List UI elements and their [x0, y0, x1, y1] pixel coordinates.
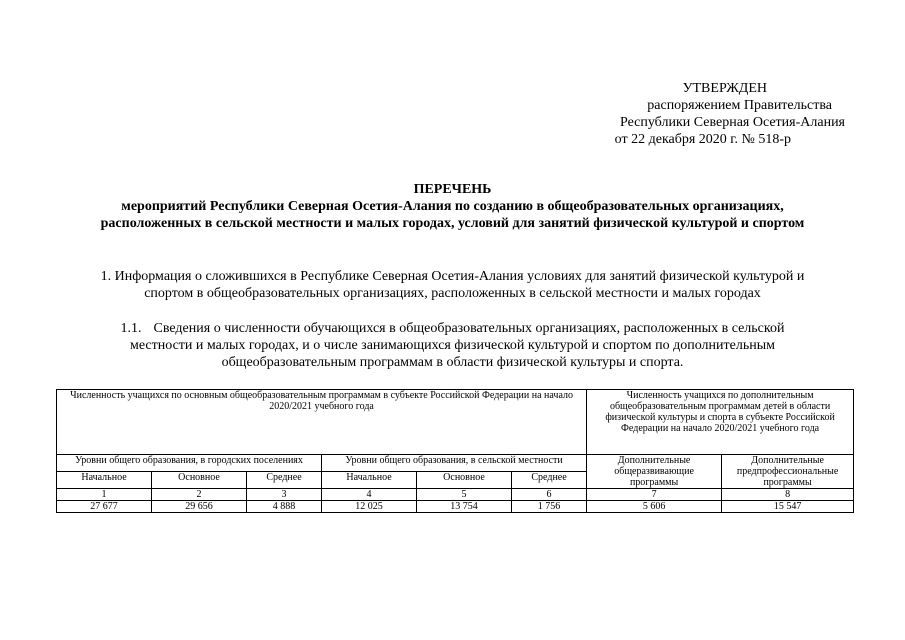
level-header: Основное [152, 472, 247, 489]
approval-date: от 22 декабря 2020 г. № 518-р [614, 132, 791, 147]
document-heading [40, 181, 865, 232]
approval-block [545, 80, 845, 148]
approval-decree: распоряжением Правительства [647, 98, 832, 113]
table-row-values [57, 501, 854, 513]
document-subtitle-line1: мероприятий Республики Северная Осетия-Алания по созданию в общеобразовательных организациях, [121, 199, 784, 214]
column-number: 7 [587, 489, 722, 501]
approval-republic: Республики Северная Осетия-Алания [620, 115, 845, 130]
section-1-1-line3: общеобразовательным программам в области физической культуры и спорта. [221, 355, 684, 370]
table-cell: 29 656 [152, 501, 247, 513]
section-1-1-line2: местности и малых городах, и о числе занимающихся физической культурой и спортом по дополнительным [130, 338, 775, 353]
table-cell: 15 547 [722, 501, 854, 513]
section-1-1 [75, 320, 830, 371]
table-cell: 27 677 [57, 501, 152, 513]
column-number: 1 [57, 489, 152, 501]
level-header: Начальное [57, 472, 152, 489]
document-subtitle-line2: расположенных в сельской местности и малых городах, условий для занятий физической культурой и спортом [100, 216, 805, 231]
section-1 [55, 268, 850, 302]
table-cell: 13 754 [417, 501, 512, 513]
header-main-programs: Численность учащихся по основным общеобразовательным программам в субъекте Российской Федерации на начало 2020/2021 учебного года [57, 390, 587, 455]
column-number: 2 [152, 489, 247, 501]
section-1-line2: спортом в общеобразовательных организациях, расположенных в сельской местности и малых городах [144, 286, 761, 301]
level-header: Среднее [512, 472, 587, 489]
column-number: 3 [247, 489, 322, 501]
section-1-line1: 1. Информация о сложившихся в Республике Северная Осетия-Алания условиях для занятий физической культурой и [100, 269, 805, 284]
section-1-1-text: Сведения о численности обучающихся в общеобразовательных организациях, расположенных в сельской [153, 321, 785, 336]
document-title: ПЕРЕЧЕНЬ [413, 182, 492, 197]
column-number: 4 [322, 489, 417, 501]
section-1-1-line1 [75, 320, 830, 337]
students-table [56, 389, 854, 513]
level-header: Основное [417, 472, 512, 489]
section-1-1-number: 1.1. [120, 321, 142, 336]
table-cell: 5 606 [587, 501, 722, 513]
header-additional-preprofessional: Дополнительные предпрофессиональные программы [722, 455, 854, 489]
level-header: Среднее [247, 472, 322, 489]
column-number: 6 [512, 489, 587, 501]
table-cell: 4 888 [247, 501, 322, 513]
table-cell: 1 756 [512, 501, 587, 513]
level-header: Начальное [322, 472, 417, 489]
table-cell: 12 025 [322, 501, 417, 513]
header-additional-programs: Численность учащихся по дополнительным общеобразовательным программам детей в области физической культуры и спорта в субъекте Российской Федерации на начало 2020/2021 учебного года [587, 390, 854, 455]
header-rural-levels: Уровни общего образования, в сельской местности [322, 455, 587, 472]
table-row-column-numbers [57, 489, 854, 501]
column-number: 5 [417, 489, 512, 501]
column-number: 8 [722, 489, 854, 501]
header-additional-general: Дополнительные общеразвивающие программы [587, 455, 722, 489]
header-urban-levels: Уровни общего образования, в городских поселениях [57, 455, 322, 472]
approval-title: УТВЕРЖДЕН [682, 81, 767, 96]
